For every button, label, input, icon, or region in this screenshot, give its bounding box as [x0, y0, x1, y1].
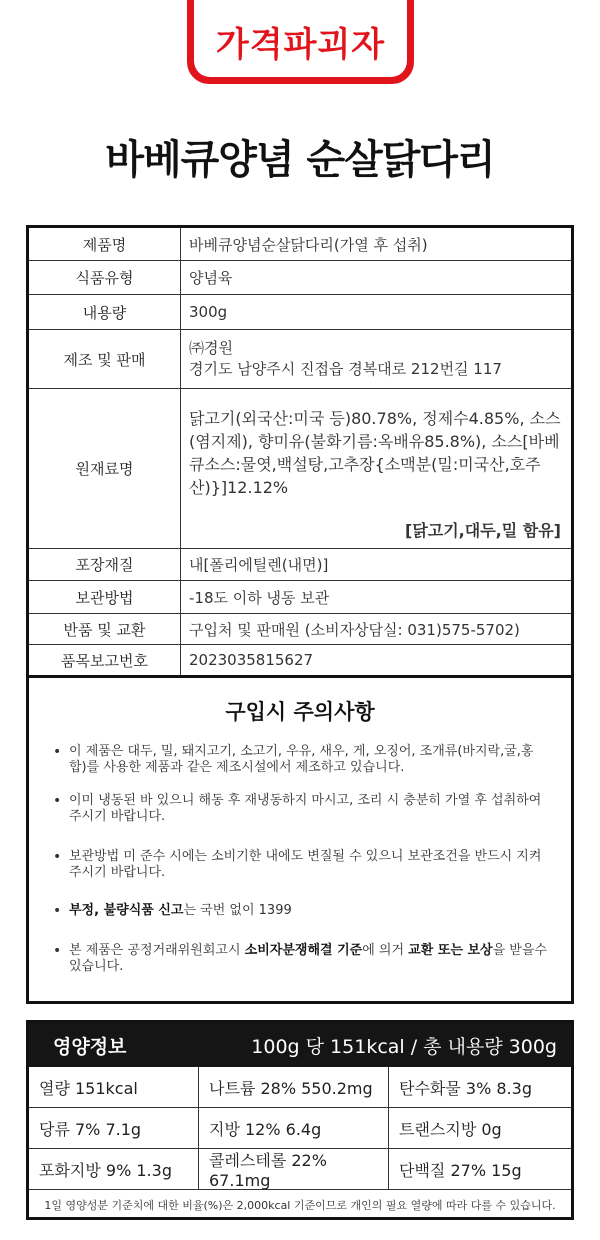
info-label: 식품유형: [29, 261, 181, 294]
caution-bold-text: 소비자분쟁해결 기준: [244, 943, 363, 958]
manufacturer-name: ㈜경원: [189, 339, 233, 357]
caution-item-text: 본 제품은 공정거래위원회고시: [69, 943, 245, 958]
caution-item: [53, 849, 551, 881]
info-row-packaging: [29, 549, 571, 581]
caution-item: [53, 793, 551, 825]
ingredients-text: 닭고기(외국산:미국 등)80.78%, 정제수4.85%, 소스(염지제), 향미유(불화기름:옥배유85.8%), 소스[바베큐소스:물엿,백설탕,고추장{소맥분(밀:미국산,호주산)}]12.12%: [189, 409, 561, 497]
info-label: 품목보고번호: [29, 645, 181, 675]
info-row-net-weight: [29, 295, 571, 330]
nutrition-header: [29, 1023, 571, 1067]
caution-item-text: 이미 냉동된 바 있으니 해동 후 재냉동하지 마시고, 조리 시 충분히 가열 후 섭취하여 주시기 바랍니다.: [69, 793, 542, 824]
info-value: [181, 389, 571, 548]
nutrition-cell: 지방 12% 6.4g: [199, 1108, 389, 1149]
nutrition-table: [26, 1020, 574, 1220]
nutrition-footnote: 1일 영양성분 기준치에 대한 비율(%)은 2,000kcal 기준이므로 개인의 필요 열량에 따라 다를 수 있습니다.: [44, 1198, 556, 1212]
nutrition-cell: 나트륨 28% 550.2mg: [199, 1067, 389, 1108]
nutrition-cell: 열량 151kcal: [29, 1067, 199, 1108]
caution-bold-text: 교환 또는 보상: [408, 943, 493, 958]
caution-bold-text: 부정, 불량식품 신고: [69, 903, 184, 918]
nutrition-title: 영양정보: [53, 1035, 127, 1058]
nutrition-cell: 포화지방 9% 1.3g: [29, 1149, 199, 1190]
nutrition-cell: 당류 7% 7.1g: [29, 1108, 199, 1149]
nutrition-cell: 탄수화물 3% 8.3g: [389, 1067, 571, 1108]
info-value: 양념육: [189, 269, 233, 287]
product-title: 바베큐양념 순살닭다리: [105, 137, 495, 183]
brand-badge-text: 가격파괴자: [215, 24, 386, 65]
info-label: 포장재질: [29, 549, 181, 580]
info-row-manufacturer: [29, 330, 571, 389]
nutrition-summary: 100g 당 151kcal / 총 내용량 300g: [251, 1035, 557, 1058]
info-row-return: [29, 614, 571, 645]
nutrition-cell: 콜레스테롤 22% 67.1mg: [199, 1149, 389, 1190]
caution-item: [53, 943, 551, 975]
info-row-storage: [29, 581, 571, 614]
caution-item: [53, 903, 551, 919]
info-label: 반품 및 교환: [29, 614, 181, 644]
caution-item-text: 는 국번 없이 1399: [183, 903, 292, 918]
info-label: 원재료명: [29, 389, 181, 548]
info-value: 2023035815627: [189, 651, 314, 669]
caution-title: 구입시 주의사항: [225, 700, 375, 724]
info-label: 제조 및 판매: [29, 330, 181, 388]
info-row-ingredients: [29, 389, 571, 549]
info-row-product-name: [29, 228, 571, 261]
info-value: 내[폴리에틸렌(내면)]: [189, 556, 329, 574]
allergy-text: [닭고기,대두,밀 함유]: [405, 521, 561, 540]
caution-item-text: 이 제품은 대두, 밀, 돼지고기, 소고기, 우유, 새우, 게, 오징어, 조개류(바지락,굴,홍합)를 사용한 제품과 같은 제조시설에서 제조하고 있습니다.: [69, 744, 534, 775]
nutrition-cell: 단백질 27% 15g: [389, 1149, 571, 1190]
caution-item-text: 을 받을수 있습니다.: [69, 943, 547, 974]
info-row-report-number: [29, 645, 571, 675]
info-row-food-type: [29, 261, 571, 295]
info-value: -18도 이하 냉동 보관: [189, 588, 330, 607]
nutrition-grid: [29, 1067, 571, 1190]
caution-list: [29, 744, 571, 975]
manufacturer-address: 경기도 남양주시 진접읍 경복대로 212번길 117: [189, 360, 502, 378]
brand-badge: [187, 0, 414, 84]
info-value: 300g: [189, 303, 228, 321]
nutrition-cell: 트랜스지방 0g: [389, 1108, 571, 1149]
product-info-table: [26, 225, 574, 678]
caution-item: [53, 744, 551, 776]
purchase-caution-box: [26, 674, 574, 1004]
info-value: 구입처 및 판매원 (소비자상담실: 031)575-5702): [189, 620, 520, 639]
info-label: 보관방법: [29, 581, 181, 613]
info-label: 내용량: [29, 295, 181, 329]
caution-item-text: 보관방법 미 준수 시에는 소비기한 내에도 변질될 수 있으니 보관조건을 반드시 지켜주시기 바랍니다.: [69, 849, 542, 880]
info-value: 바베큐양념순살닭다리(가열 후 섭취): [189, 235, 428, 254]
caution-item-text: 에 의거: [362, 943, 409, 958]
info-value: [181, 330, 571, 388]
info-label: 제품명: [29, 228, 181, 260]
brand-badge-inner: [194, 0, 407, 77]
